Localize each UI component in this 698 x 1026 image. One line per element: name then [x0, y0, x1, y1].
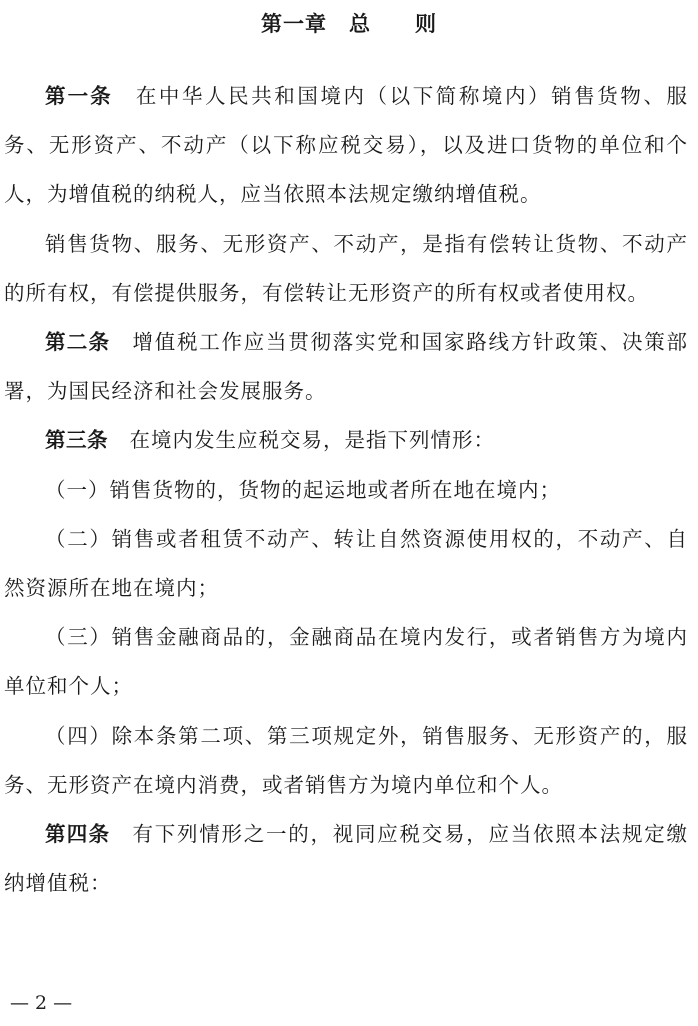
paragraph-text: 有下列情形之一的，视同应税交易，应当依照本法规定缴纳增值税： [4, 822, 689, 896]
list-item-4 [4, 712, 688, 810]
chapter-title: 第一章 总 则 [261, 12, 437, 36]
list-item-3 [4, 613, 688, 711]
page-number: — 2 — [10, 992, 73, 1014]
paragraph-text: 增值税工作应当贯彻落实党和国家路线方针政策、决策部署，为国民经济和社会发展服务。 [4, 330, 689, 404]
paragraph-text: 销售货物、服务、无形资产、不动产，是指有偿转让货物、不动产的所有权，有偿提供服务，有偿转让无形资产的所有权或者使用权。 [4, 231, 688, 305]
article-label: 第四条 [45, 822, 111, 847]
paragraph-text: （四）除本条第二项、第三项规定外，销售服务、无形资产的，服务、无形资产在境内消费，或者销售方为境内单位和个人。 [4, 723, 688, 797]
paragraph-article-4 [4, 810, 688, 908]
list-item-1 [4, 466, 688, 515]
article-label: 第二条 [45, 330, 111, 355]
paragraph-article-1-definition [4, 220, 688, 318]
body-text [4, 72, 688, 908]
paragraph-text: （一）销售货物的，货物的起运地或者所在地在境内； [45, 477, 561, 502]
article-label: 第三条 [45, 428, 108, 453]
article-label: 第一条 [45, 84, 113, 108]
paragraph-article-3 [4, 416, 688, 465]
paragraph-text: （二）销售或者租赁不动产、转让自然资源使用权的，不动产、自然资源所在地在境内； [4, 526, 688, 601]
paragraph-text: （三）销售金融商品的，金融商品在境内发行，或者销售方为境内单位和个人； [4, 625, 688, 699]
list-item-2 [4, 515, 688, 613]
paragraph-text: 在境内发生应税交易，是指下列情形： [129, 428, 496, 453]
paragraph-article-2 [4, 318, 688, 416]
paragraph-text: 在中华人民共和国境内（以下简称境内）销售货物、服务、无形资产、不动产（以下称应税交易），以及进口货物的单位和个人，为增值税的纳税人，应当依照本法规定缴纳增值税。 [4, 84, 689, 207]
paragraph-article-1 [4, 72, 688, 220]
